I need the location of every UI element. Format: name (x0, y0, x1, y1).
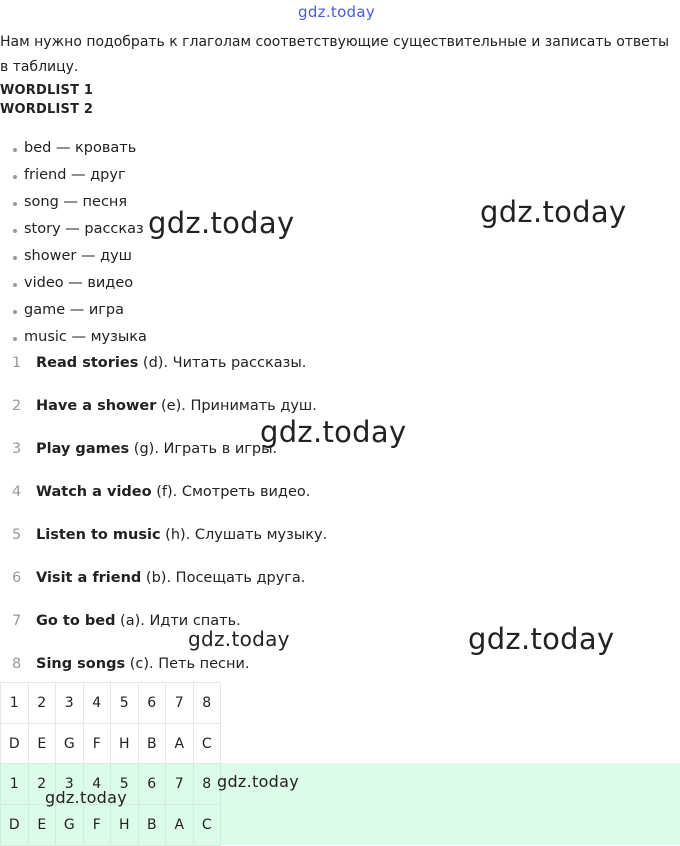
list-item: 3 Play games (g). Играть в игры. (12, 441, 278, 457)
watermark: gdz.today (217, 772, 299, 791)
watermark: gdz.today (468, 622, 615, 656)
list-item: song — песня (0, 189, 147, 216)
table-row: D E G F H B A C (1, 724, 221, 765)
watermark: gdz.today (480, 195, 627, 229)
answer-list (0, 350, 327, 694)
list-item: 1 Read stories (d). Читать рассказы. (12, 355, 307, 371)
table-row: D E G F H B A C (1, 805, 221, 846)
list-item: music — музыка (0, 324, 147, 351)
list-item: story — рассказ (0, 216, 147, 243)
answer-table (0, 682, 221, 765)
list-item: 6 Visit a friend (b). Посещать друга. (12, 570, 306, 586)
wordlist-2-heading: WORDLIST 2 (0, 102, 94, 117)
intro-text: Нам нужно подобрать к глаголам соответствующие существительные и записать ответы в таблицу. (0, 34, 670, 75)
list-item: 5 Listen to music (h). Слушать музыку. (12, 527, 328, 543)
table-row: 1 2 3 4 5 6 7 8 (1, 764, 221, 805)
list-item: 8 Sing songs (c). Петь песни. (12, 656, 250, 672)
list-item: video — видео (0, 270, 147, 297)
watermark: gdz.today (260, 415, 407, 449)
list-item: 7 Go to bed (a). Идти спать. (12, 613, 241, 629)
wordlist (0, 135, 147, 351)
table-row: 1 2 3 4 5 6 7 8 (1, 683, 221, 724)
watermark: gdz.today (45, 788, 127, 807)
watermark-top: gdz.today (298, 3, 376, 21)
list-item: friend — друг (0, 162, 147, 189)
list-item: 2 Have a shower (e). Принимать душ. (12, 398, 317, 414)
list-item: 4 Watch a video (f). Смотреть видео. (12, 484, 311, 500)
wordlist-1-heading: WORDLIST 1 (0, 83, 94, 98)
list-item: bed — кровать (0, 135, 147, 162)
watermark: gdz.today (188, 627, 290, 651)
list-item: game — игра (0, 297, 147, 324)
watermark: gdz.today (148, 206, 295, 240)
list-item: shower — душ (0, 243, 147, 270)
